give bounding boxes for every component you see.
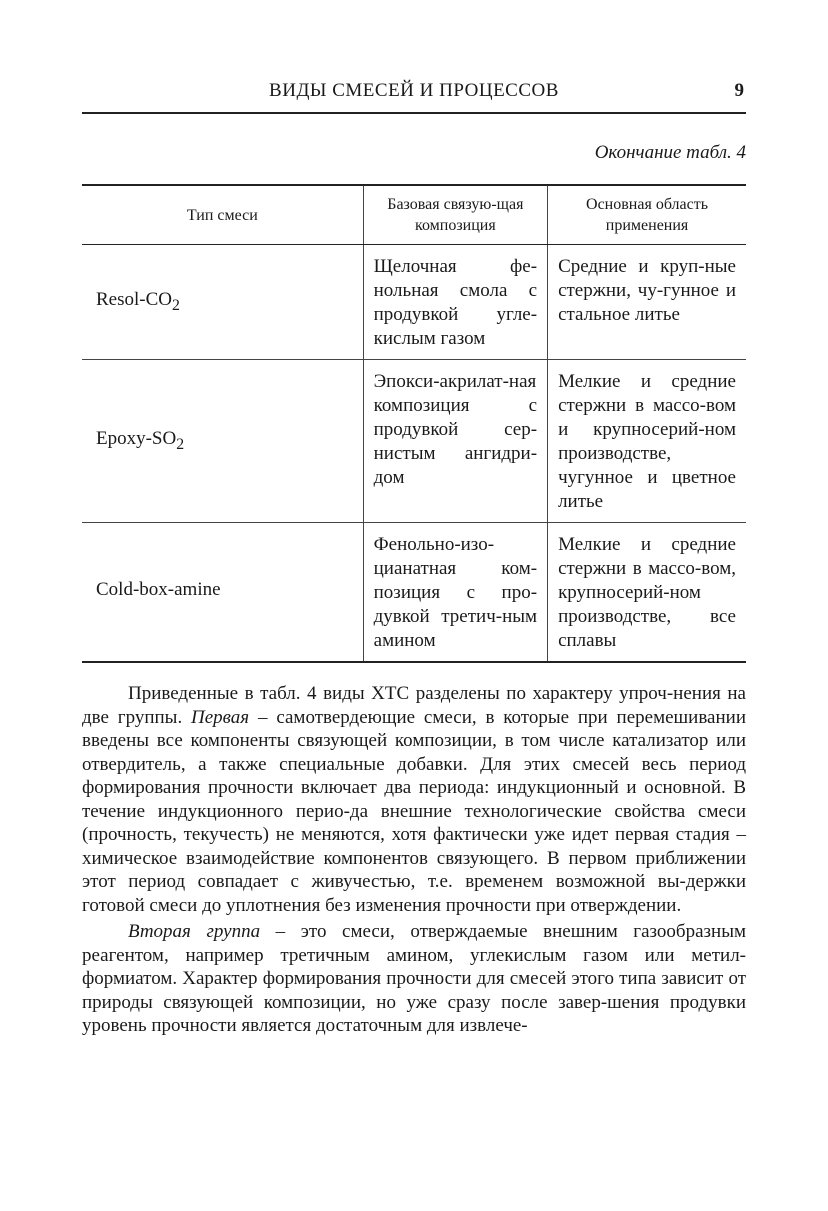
- column-header-application: Основная область применения: [548, 185, 746, 245]
- paragraph-2: [82, 920, 746, 1038]
- paragraph-2-rest: – это смеси, отверждаемые внешним газообразным реагентом, например третичным амином, углекислым газом или метил-формиатом. Характер формирования прочности для смесей этого типа зависит от природы связующей композиции, но уже сразу после завер-шения продувки уровень прочности является достаточным для извлече-: [82, 921, 746, 1036]
- table-caption: Окончание табл. 4: [594, 142, 746, 163]
- paragraph-1-emphasis: Первая: [191, 706, 250, 728]
- mixture-type-name: Cold-box-amine: [96, 579, 221, 601]
- mixture-type-cell: [82, 360, 363, 523]
- mixture-type-name: Epoxy-SO: [96, 428, 177, 450]
- table-row: [82, 245, 746, 360]
- paragraph-1: [82, 682, 746, 917]
- paragraph-1-start: Приведенные в табл. 4 виды ХТС разделены по характеру упроч-нения на две группы.: [82, 683, 746, 728]
- paragraph-2-emphasis: Вторая группа: [128, 921, 261, 942]
- mixture-type-cell: [82, 523, 363, 663]
- table-header-row: [82, 185, 746, 245]
- mixture-type-subscript: 2: [176, 435, 185, 453]
- binder-cell: Эпокси-акрилат-ная композиция с продувкой сер-нистым ангидри-дом: [363, 360, 547, 523]
- column-header-binder: Базовая связую-щая композиция: [363, 185, 547, 245]
- binder-cell: Щелочная фе-нольная смола с продувкой угле-кислым газом: [363, 245, 547, 360]
- page-header: [82, 76, 746, 114]
- table-row: [82, 523, 746, 663]
- paragraph-1-rest: – самотвердеющие смеси, в которые при перемешивании введены все компоненты связующей композиции, в том числе катализатор или отвердитель, а также специальные добавки. Для этих смесей весь период формирования прочности включает два периода: индукционный и основной. В течение индукционного перио-да внешние технологические свойства смеси (прочность, текучесть) не меняются, хотя фактически уже идет первая стадия – химическое взаимодействие компонентов связующего. В первом приближении этот период совпадает с живучестью, т.е. временем возможной вы-держки готовой смеси до уплотнения без изменения прочности при отверждении.: [82, 706, 746, 916]
- mixture-types-table: [82, 184, 746, 663]
- mixture-type-subscript: 2: [172, 296, 180, 314]
- body-text: [82, 682, 746, 1038]
- mixture-type-cell: [82, 245, 363, 360]
- column-header-type: Тип смеси: [82, 185, 363, 245]
- application-cell: Мелкие и средние стержни в массо-вом, крупносерий-ном производстве, все сплавы: [548, 523, 746, 663]
- running-head: ВИДЫ СМЕСЕЙ И ПРОЦЕССОВ: [269, 80, 559, 101]
- table-row: [82, 360, 746, 523]
- page-number: 9: [734, 80, 744, 101]
- application-cell: Мелкие и средние стержни в массо-вом и крупносерий-ном производстве, чугунное и цветное литье: [548, 360, 746, 523]
- application-cell: Средние и круп-ные стержни, чу-гунное и стальное литье: [548, 245, 746, 360]
- binder-cell: Фенольно-изо-цианатная ком-позиция с про-дувкой третич-ным амином: [363, 523, 547, 663]
- mixture-type-name: Resol-CO: [96, 289, 172, 311]
